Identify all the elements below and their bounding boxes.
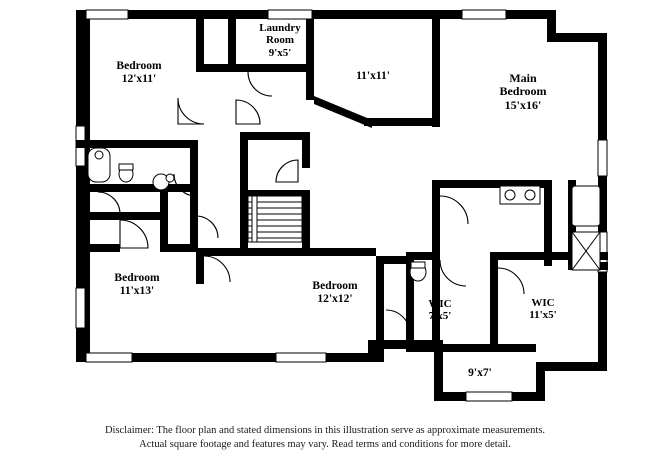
staircase <box>248 196 302 242</box>
room-dims: 7'x5' <box>428 310 452 323</box>
room-dims: 9'x5' <box>268 46 292 59</box>
room-name: Bedroom <box>114 272 160 284</box>
room-label-bedroom-top-left <box>79 60 199 86</box>
room-name-line2: Bedroom <box>499 84 547 99</box>
room-name: WIC <box>428 298 452 310</box>
room-name: Bedroom <box>116 60 162 72</box>
room-label-laundry-room <box>232 22 328 59</box>
room-label-wic-left <box>404 298 476 323</box>
bathtub-icon <box>572 186 600 226</box>
room-dims: 12'x12' <box>317 292 353 305</box>
room-name: WIC <box>531 297 555 309</box>
room-dims: 11'x5' <box>529 309 557 322</box>
room-dims: 11'x13' <box>119 284 155 297</box>
disclaimer-line-2: Actual square footage and features may vary. Read terms and conditions for more detail. <box>139 439 511 451</box>
disclaimer-text <box>0 424 650 452</box>
room-name: Bedroom <box>312 280 358 292</box>
room-label-bath-lower <box>440 367 520 380</box>
room-label-bedroom-bottom-left <box>74 272 200 298</box>
disclaimer-line-1: Disclaimer: The floor plan and stated dimensions in this illustration serve as approximate measurements. <box>104 425 546 436</box>
room-dims: 12'x11' <box>121 72 157 85</box>
room-dims: 15'x16' <box>504 97 542 112</box>
room-label-main-bedroom <box>460 72 586 112</box>
room-name-line2: Room <box>265 34 295 47</box>
room-label-bedroom-bottom-center <box>272 280 398 306</box>
room-dims: 9'x7' <box>468 367 492 379</box>
room-dims: 11'x11' <box>356 70 390 82</box>
room-label-wic-right <box>500 297 586 322</box>
room-label-hall-center <box>318 70 428 83</box>
room-name-line1: Main <box>509 71 537 85</box>
room-name-line1: Laundry <box>259 22 301 34</box>
